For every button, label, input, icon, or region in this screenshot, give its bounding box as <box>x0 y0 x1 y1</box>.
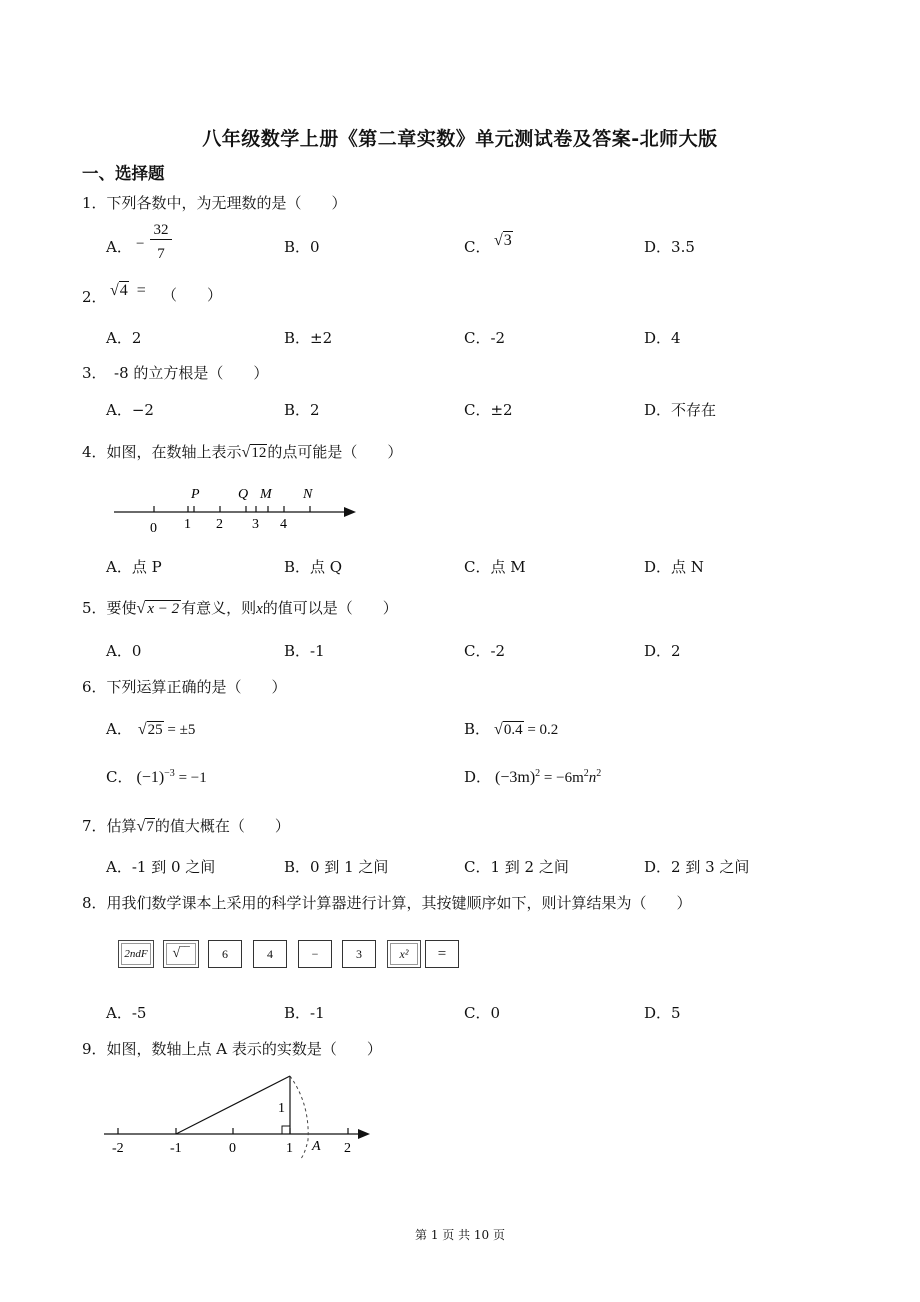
exponent: 2 <box>583 768 589 779</box>
q1-option-a-numerator: 32 <box>150 222 172 240</box>
q1-option-a-label: A． <box>106 238 132 256</box>
q7-option-d: D．2 到 3 之间 <box>644 858 750 876</box>
sqrt-icon: √ <box>137 721 147 738</box>
exponent: 2 <box>535 768 541 779</box>
expression: (−1) <box>136 769 165 786</box>
calc-key-2ndf: 2ndF <box>118 940 154 968</box>
q1-option-c-label: C． <box>464 238 491 256</box>
tick-label: 0 <box>229 1141 236 1156</box>
question-7-stem <box>82 815 290 836</box>
q7-stem-post: 的值大概在（ ） <box>154 817 290 835</box>
question-3-stem: 3． -8 的立方根是（ ） <box>82 364 269 382</box>
q2-option-a: A．2 <box>106 329 142 347</box>
tick-label: 1 <box>286 1141 293 1156</box>
equals: = <box>136 282 146 299</box>
expression-rest: = −6m <box>540 770 584 786</box>
sqrt-icon: √ <box>136 818 146 835</box>
q2-option-d: D．4 <box>644 329 681 347</box>
q5-stem-mid: 有意义，则 <box>181 599 257 617</box>
expression-rest: = 0.2 <box>523 722 559 738</box>
question-1-stem: 1．下列各数中，为无理数的是（ ） <box>82 194 347 212</box>
sqrt-icon: √ <box>494 721 503 738</box>
q5-option-b: B．-1 <box>284 642 325 660</box>
q5-stem-post: 的值可以是（ ） <box>262 599 398 617</box>
right-angle-icon <box>282 1126 290 1134</box>
radicand: 3 <box>503 232 512 249</box>
point-label-a: A <box>312 1139 321 1154</box>
q1-option-b: B．0 <box>284 238 320 256</box>
expression-rest: = −1 <box>174 770 207 786</box>
q1-option-a-sign: − <box>136 236 145 252</box>
side-length-label: 1 <box>278 1101 285 1116</box>
tick-label: -2 <box>112 1141 124 1156</box>
q8-option-a: A．-5 <box>106 1004 147 1022</box>
q7-option-c: C．1 到 2 之间 <box>464 858 569 876</box>
calc-key-minus: − <box>298 940 332 968</box>
calc-key-square: x² <box>387 940 421 968</box>
calc-key-4: 4 <box>253 940 287 968</box>
expression: (−3m) <box>495 769 536 786</box>
q4-option-b: B．点 Q <box>284 558 343 576</box>
question-4-stem <box>82 441 402 462</box>
q4-stem-pre: 4．如图，在数轴上表示 <box>82 443 242 461</box>
point-label-p: P <box>191 487 200 502</box>
tick-label: 1 <box>184 517 191 532</box>
calc-key-equals: = <box>425 940 459 968</box>
radicand: 4 <box>119 282 128 299</box>
q2-option-c: C．-2 <box>464 329 506 347</box>
q5-option-c: C．-2 <box>464 642 506 660</box>
tick-label: -1 <box>170 1141 182 1156</box>
tick-label: 3 <box>252 517 259 532</box>
q2-paren: （ ） <box>162 286 223 304</box>
q8-option-b: B．-1 <box>284 1004 325 1022</box>
q7-stem-pre: 7．估算 <box>82 817 137 835</box>
option-label: D． <box>464 768 492 786</box>
tick-label: 2 <box>344 1141 351 1156</box>
q4-option-a: A．点 P <box>106 558 162 576</box>
section-heading: 一、选择题 <box>82 164 165 183</box>
option-label: C． <box>106 768 133 786</box>
variable: x <box>256 601 263 617</box>
point-label-n: N <box>303 487 313 502</box>
q6-option-b <box>464 718 558 739</box>
q4-option-d: D．点 N <box>644 558 704 576</box>
radicand: 0.4 <box>503 722 523 738</box>
q2-radical <box>110 282 146 300</box>
q8-option-c: C．0 <box>464 1004 501 1022</box>
exponent: −3 <box>164 768 175 779</box>
radicand: 25 <box>147 722 163 738</box>
option-label: A． <box>106 720 132 738</box>
q1-option-c-radical <box>494 232 513 250</box>
hypotenuse <box>176 1076 290 1134</box>
calc-key-3: 3 <box>342 940 376 968</box>
q4-option-c: C．点 M <box>464 558 526 576</box>
q2-option-b: B．±2 <box>284 329 333 347</box>
q4-number-line <box>110 482 370 538</box>
page-title: 八年级数学上册《第二章实数》单元测试卷及答案-北师大版 <box>202 128 718 150</box>
expression-rest: = ±5 <box>163 722 196 738</box>
q9-number-line-figure <box>100 1064 380 1160</box>
q3-option-c: C．±2 <box>464 401 513 419</box>
q7-option-b: B．0 到 1 之间 <box>284 858 389 876</box>
variable: n <box>588 770 597 786</box>
question-8-stem: 8．用我们数学课本上采用的科学计算器进行计算，其按键顺序如下，则计算结果为（ ） <box>82 894 692 912</box>
arrow-icon <box>344 507 356 517</box>
question-9-stem: 9．如图，数轴上点 A 表示的实数是（ ） <box>82 1040 382 1058</box>
q6-option-d <box>464 766 601 787</box>
radicand: 7 <box>146 819 154 835</box>
page-footer: 第 1 页 共 10 页 <box>415 1228 505 1242</box>
sqrt-icon: √ <box>241 444 251 461</box>
q7-option-a: A．-1 到 0 之间 <box>106 858 216 876</box>
point-label-m: M <box>260 487 272 502</box>
sqrt-icon: √ <box>110 282 119 299</box>
exponent: 2 <box>596 768 602 779</box>
q1-option-a-denominator: 7 <box>157 246 165 262</box>
tick-label: 0 <box>150 521 157 536</box>
q3-option-b: B．2 <box>284 401 320 419</box>
q5-stem-pre: 5．要使 <box>82 599 137 617</box>
q8-option-d: D．5 <box>644 1004 681 1022</box>
radicand: x − 2 <box>147 601 180 617</box>
point-label-q: Q <box>238 487 249 502</box>
calc-key-sqrt: √‾‾ <box>163 940 199 968</box>
q5-option-a: A．0 <box>106 642 142 660</box>
question-2-number: 2． <box>82 288 107 306</box>
sqrt-icon: √ <box>494 232 503 249</box>
q5-option-d: D．2 <box>644 642 681 660</box>
q3-option-a: A．−2 <box>106 401 154 419</box>
q1-option-d: D．3.5 <box>644 238 695 256</box>
tick-label: 2 <box>216 517 223 532</box>
q6-option-c <box>106 766 207 787</box>
q6-option-a <box>106 718 195 739</box>
option-label: B． <box>464 720 491 738</box>
sqrt-icon: √ <box>136 600 146 617</box>
calc-key-6: 6 <box>208 940 242 968</box>
q4-stem-post: 的点可能是（ ） <box>267 443 403 461</box>
radicand: 12 <box>251 445 267 461</box>
question-5-stem <box>82 597 398 618</box>
arrow-icon <box>358 1129 370 1139</box>
question-6-stem: 6．下列运算正确的是（ ） <box>82 678 287 696</box>
q3-option-d: D．不存在 <box>644 401 717 419</box>
tick-label: 4 <box>280 517 287 532</box>
